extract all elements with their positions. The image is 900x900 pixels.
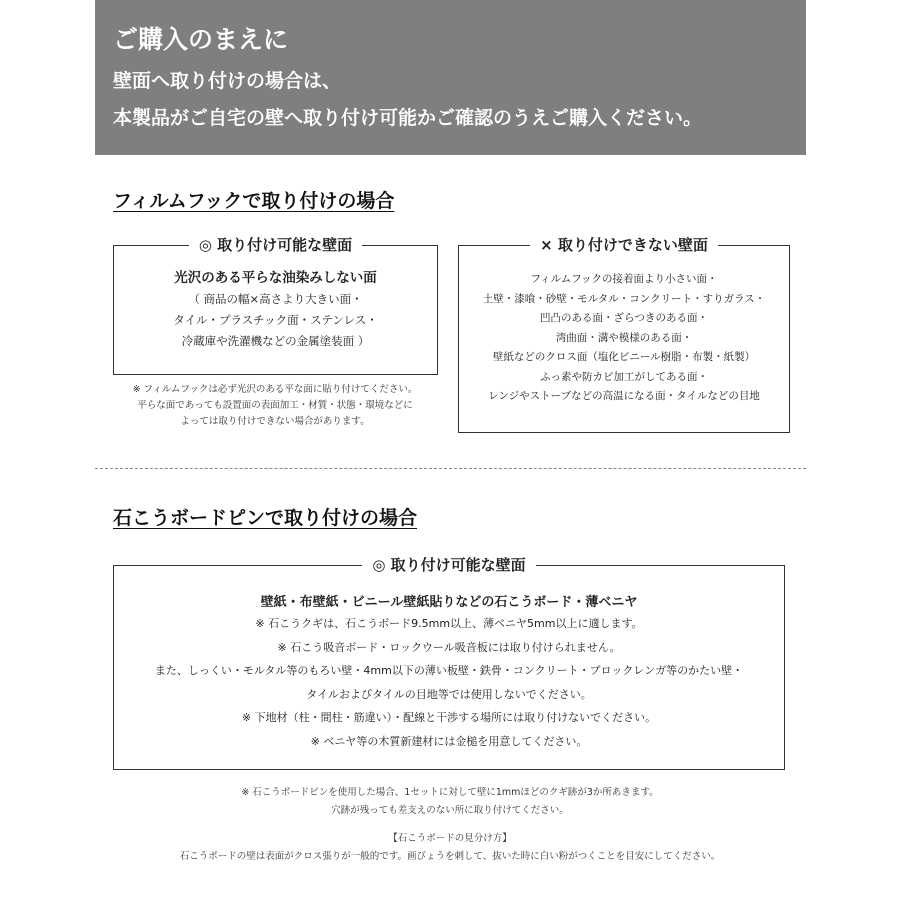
header-banner [95,0,806,155]
pin-ok-legend: ◎ 取り付け可能な壁面 [362,556,535,574]
note-line: ※ フィルムフックは必ず光沢のある平な面に貼り付けてください。 [132,384,418,395]
film-ng-line: フィルムフックの接着面より小さい面・ [530,273,718,285]
pin-ok-box [113,556,785,770]
film-ng-legend: × 取り付けできない壁面 [530,236,718,254]
film-ok-line: タイル・プラスチック面・ステンレス・ [173,313,378,327]
film-ok-heading: 光沢のある平らな油染みしない面 [174,270,377,286]
film-ng-box [458,236,790,433]
pin-ok-line: また、しっくい・モルタル等のもろい壁・4mm以下の薄い板壁・鉄骨・コンクリート・ブロックレンガ等のかたい壁・ [154,664,744,677]
section-divider [95,468,806,469]
film-ok-line: （ 商品の幅×高さより大きい面・ [188,292,363,306]
header-line: 壁面へ取り付けの場合は、 [113,70,342,92]
film-ok-legend: ◎ 取り付け可能な壁面 [189,236,362,254]
film-ng-line: 土壁・漆喰・砂壁・モルタル・コンクリート・すりガラス・ [482,292,766,305]
note-line: 穴跡が残っても差支えのない所に取り付けてください。 [331,805,569,816]
film-ok-box [113,236,438,375]
howto-title: 【石こうボードの見分け方】 [388,833,512,844]
pin-section-title: 石こうボードピンで取り付けの場合 [113,507,418,529]
pin-note [100,784,800,866]
film-note [105,382,445,430]
header-line: 本製品がご自宅の壁へ取り付け可能かご確認のうえご購入ください。 [113,107,703,129]
film-section-title: フィルムフックで取り付けの場合 [113,190,395,212]
pin-ok-line: タイルおよびタイルの目地等では使用しないでください。 [306,687,592,701]
pin-ok-line: ※ 下地材（柱・間柱・筋違い）・配線と干渉する場所には取り付けないでください。 [241,711,657,724]
pin-ok-line: ※ 石こう吸音ボード・ロックウール吸音板には取り付けられません。 [277,640,621,654]
note-line: ※ 石こうボードピンを使用した場合、1セットに対して壁に1mmほどのクギ跡が3か所あきます。 [241,787,659,798]
pin-ok-heading: 壁紙・布壁紙・ビニール壁紙貼りなどの石こうボード・薄ベニヤ [260,595,638,610]
pin-ok-line: ※ 石こうクギは、石こうボード9.5mm以上、薄ベニヤ5mm以上に適します。 [255,617,643,630]
note-line: 平らな面であっても設置面の表面加工・材質・状態・環境などに [137,400,413,411]
film-ng-line: レンジやストーブなどの高温になる面・タイルなどの目地 [488,390,760,402]
film-ng-line: 凹凸のある面・ざらつきのある面・ [540,312,708,324]
film-ng-line: ふっ素や防カビ加工がしてある面・ [540,370,708,383]
film-ng-line: 湾曲面・溝や模様のある面・ [555,331,693,344]
howto-text: 石こうボードの壁は表面がクロス張りが一般的です。画びょうを刺して、抜いた時に白い粉がつくことを目安にしてください。 [179,851,721,862]
film-ok-line: 冷蔵庫や洗濯機などの金属塗装面 ） [181,334,370,348]
pin-ok-line: ※ ベニヤ等の木質新建材には金槌を用意してください。 [310,734,588,748]
film-ng-line: 壁紙などのクロス面（塩化ビニール樹脂・布製・紙製） [492,351,756,363]
note-line: よっては取り付けできない場合があります。 [180,416,370,427]
header-title: ご購入のまえに [113,25,289,54]
